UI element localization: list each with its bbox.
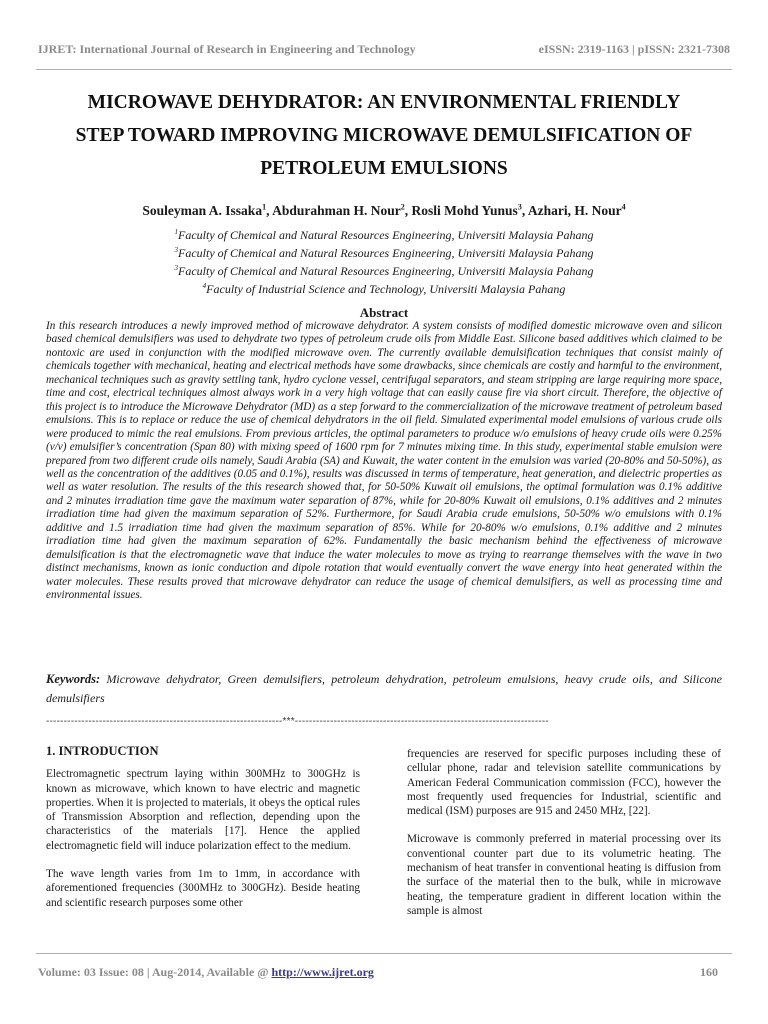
affiliation-list (40, 225, 728, 297)
abstract-heading: Abstract (359, 305, 409, 320)
paper-title (40, 86, 728, 185)
author: Azhari, H. Nour$^4$ (527, 202, 626, 218)
right-column (407, 747, 721, 932)
author: Abdurahman H. Nour$^2$, (272, 202, 412, 218)
affiliation: $^3$Faculty of Chemical and Natural Resources Engineering, Universiti Malaysia Pahang (174, 264, 594, 278)
author: Rosli Mohd Yunus$^3$, (411, 202, 528, 218)
title-line-3: PETROLEUM EMULSIONS (260, 158, 508, 179)
paragraph: The wave length varies from 1m to 1mm, in accordance with aforementioned frequencies (300MHz to 300GHz). Beside heating and scientific research purposes some other (46, 868, 360, 909)
page-number: 160 (700, 965, 718, 979)
section-heading-introduction: 1. INTRODUCTION (46, 744, 159, 758)
section-separator: -------------------------------------------------------------------***------------------------------------------------------------------------ (46, 716, 549, 727)
author-list (40, 202, 728, 219)
paragraph: Microwave is commonly preferred in material processing over its conventional counter part due to its volumetric heating. The mechanism of heat transfer in conventional heating is diffusion from the surface of the material then to the bulk, while in microwave heating, the temperature gradient in different location within the sample is almost (407, 833, 721, 917)
running-footer (38, 965, 718, 980)
title-line-2: STEP TOWARD IMPROVING MICROWAVE DEMULSIFICATION OF (75, 125, 693, 146)
author: Souleyman A. Issaka$^1$, (142, 202, 273, 218)
affiliation: $^3$Faculty of Chemical and Natural Resources Engineering, Universiti Malaysia Pahang (174, 246, 594, 260)
affiliation: $^4$Faculty of Industrial Science and Technology, Universiti Malaysia Pahang (202, 282, 566, 296)
issn: eISSN: 2319-1163 | pISSN: 2321-7308 (538, 42, 730, 56)
paragraph: frequencies are reserved for specific purposes including these of cellular phone, radar and television satellite communications by American Federal Communication commission (FCC), however the most frequently used frequencies for Industrial, scientific and medical (ISM) purposes are 915 and 2450 MHz, [22]. (407, 748, 721, 818)
keywords-text: Microwave dehydrator, Green demulsifiers, petroleum dehydration, petroleum emulsions, heavy crude oils, and Silicone demulsifiers (46, 672, 722, 705)
journal-name: IJRET: International Journal of Research in Engineering and Technology (38, 42, 416, 56)
title-line-1: MICROWAVE DEHYDRATOR: AN ENVIRONMENTAL FRIENDLY (87, 92, 681, 113)
header-divider (36, 69, 732, 70)
keywords (46, 670, 722, 708)
journal-url-link[interactable]: http://www.ijret.org (271, 965, 374, 979)
left-column (46, 744, 360, 924)
keywords-label: Keywords: (46, 672, 101, 686)
footer-divider (36, 953, 732, 954)
paragraph: Electromagnetic spectrum laying within 300MHz to 300GHz is known as microwave, which known to have electric and magnetic properties. When it is projected to materials, it obeys the optical rules of Transmission Absorption and reflection, depending upon the characteristics of the materials [17]. Hence the applied electromagnetic field will induce polarization effect to the medium. (46, 768, 360, 852)
footer-volume: Volume: 03 Issue: 08 | Aug-2014, Available @ http://www.ijret.org (38, 965, 374, 979)
abstract-text: In this research introduces a newly improved method of microwave dehydrator. A system consists of modified domestic microwave oven and silicon based chemical demulsifiers was used to dehydrate two types of petroleum crude oils from Middle East. Silicone based additives which claimed to be nontoxic are used in conjunction with the modified microwave oven. The currently available demulsification techniques that consist mainly of chemicals together with mechanical, heating and electrical methods have some drawbacks, since chemicals are costly and harmful to the environment, mechanical techniques such as gravity settling tank, hydro cyclone vessel, centrifugal separators, and steam stripping are large requiring more space, time and cost, electrical techniques almost always work in a very high voltage that can easily cause fire via short circuit. Therefore, the objective of this project is to introduce the Microwave Dehydrator (MD) as a step forward to the commercialization of the microwave treatment of petroleum based emulsions. This is to replace or reduce the use of chemical dehydrators in the oil field. Simulated experimental model emulsions of various crude oils were produced to mimic the real emulsions. From previous articles, the optimal parameters to produce w/o emulsions of heavy crude oils were 0.25% (v/v) emulsifier’s concentration (Span 80) with mixing speed of 1600 rpm for 7 minutes mixing time. In this study, experimental stable emulsion were prepared from two different crude oils namely, Saudi Arabia (SA) and Kuwait, the water content in the emulsion was varied (20-80% and 50-50%), as well as the concentration of the additives (0.05 and 0.1%), results was discussed in terms of temperature, heat generation, and dielectric properties as well as water resolution. The results of the this research showed that, for 50-50% Kuwait oil emulsions, the optimal formulation was 0.1% additive and 2 minutes irradiation time gave the maximum water separation of 87%, while for 20-80% Kuwait oil emulsions, 0.1% additives and 2 minutes irradiation time had given the maximum separation of 52%. Furthermore, for Saudi Arabia crude emulsions, 50-50% w/o emulsions with 0.1% additive and 1.5 irradiation time had given the maximum separation of 85%. While for 20-80% w/o emulsions, 0.1% additive and 2 minutes irradiation time had given the maximum separation of 62%. Fundamentally the basic mechanism behind the effectiveness of microwave demulsification is that the electromagnetic wave that induce the water molecules to move as trying to rearrange themselves with the wave in two distinct mechanisms, known as ionic conduction and dipole rotation that would eventually convert the wave energy into heat generated within the water molecules. These results proved that microwave dehydrator can reduce the usage of chemical demulsifiers, as well as processing time and environmental issues. (46, 320, 722, 602)
running-header (38, 42, 730, 57)
affiliation: $^1$Faculty of Chemical and Natural Resources Engineering, Universiti Malaysia Pahang (174, 228, 594, 242)
